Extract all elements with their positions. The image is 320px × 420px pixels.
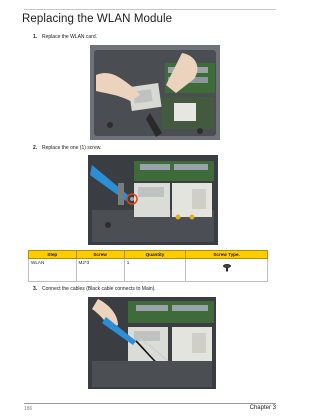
step-2-number: 2.	[33, 145, 38, 151]
step-1-number: 1.	[33, 34, 38, 40]
step-1	[33, 34, 97, 40]
step-3-number: 3.	[33, 286, 38, 292]
cell-step: WLAN	[29, 259, 77, 282]
screw-icon	[222, 263, 232, 273]
step-2	[33, 145, 101, 151]
table-row	[29, 259, 268, 282]
step-3	[33, 286, 156, 292]
header-step: Step	[29, 251, 77, 259]
header-rule	[24, 9, 276, 10]
photo-replace-wlan-card	[90, 45, 220, 140]
screw-table	[28, 250, 268, 282]
cell-screw-type	[186, 259, 268, 282]
page-number: 186	[24, 406, 33, 412]
screw-table-header-row	[29, 251, 268, 259]
step-1-text: Replace the WLAN card.	[42, 34, 98, 40]
cell-quantity: 1	[124, 259, 185, 282]
footer-rule	[24, 403, 276, 404]
header-quantity: Quantity	[124, 251, 185, 259]
cell-screw: M2*3	[76, 259, 124, 282]
header-screw: Screw	[76, 251, 124, 259]
step-3-text: Connect the cables (Black cable connects to Main).	[42, 286, 156, 292]
chapter-label: Chapter 3	[249, 405, 276, 411]
photo-connect-cables	[88, 297, 216, 389]
photo-replace-screw	[88, 155, 218, 245]
page-title: Replacing the WLAN Module	[22, 13, 173, 25]
step-2-text: Replace the one (1) screw.	[42, 145, 102, 151]
header-screw-type: Screw Type.	[186, 251, 268, 259]
